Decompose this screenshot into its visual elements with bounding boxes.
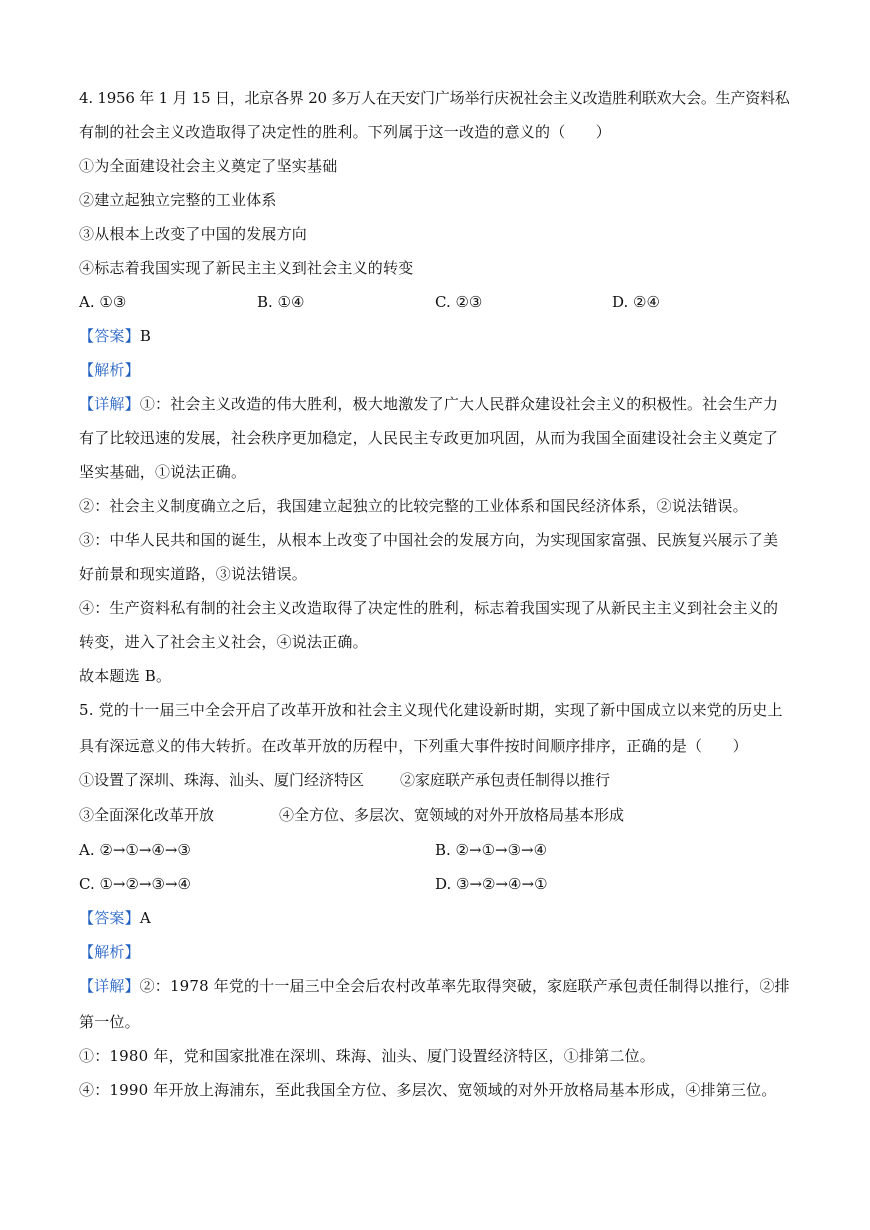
- q5-detail-line-3: ①：1980 年，党和国家批准在深圳、珠海、汕头、厦门设置经济特区，①排第二位。: [79, 1047, 655, 1065]
- q4-item-2: ②建立起独立完整的工业体系: [79, 191, 277, 209]
- q5-option-c: C. ①→②→③→④: [79, 875, 191, 893]
- q4-analysis-tag: 【解析】: [79, 361, 140, 379]
- q4-detail-line-3: 坚实基础，①说法正确。: [79, 463, 247, 481]
- q5-detail-line-4: ④：1990 年开放上海浦东，至此我国全方位、多层次、宽领域的对外开放格局基本形成，④排第三位。: [79, 1081, 777, 1099]
- q4-detail-line-2: 有了比较迅速的发展，社会秩序更加稳定，人民民主专政更加巩固，从而为我国全面建设社会主义奠定了: [79, 429, 779, 447]
- q5-item-1: ①设置了深圳、珠海、汕头、厦门经济特区: [79, 771, 365, 789]
- q4-answer-tag: 【答案】: [79, 327, 140, 345]
- q4-detail-line-4: ②：社会主义制度确立之后，我国建立起独立的比较完整的工业体系和国民经济体系，②说法错误。: [79, 497, 748, 515]
- q4-detail-line-5: ③：中华人民共和国的诞生，从根本上改变了中国社会的发展方向，为实现国家富强、民族复兴展示了美: [79, 531, 779, 549]
- q4-option-c: C. ②③: [435, 293, 483, 311]
- q4-detail-text-1: ①：社会主义改造的伟大胜利，极大地激发了广大人民群众建设社会主义的积极性。社会生产力: [139, 395, 779, 413]
- q4-item-1: ①为全面建设社会主义奠定了坚实基础: [79, 157, 338, 175]
- q5-option-a: A. ②→①→④→③: [79, 841, 191, 859]
- q4-stem-line-1: 4. 1956 年 1 月 15 日，北京各界 20 多万人在天安门广场举行庆祝社会主义改造胜利联欢大会。生产资料私: [79, 89, 790, 107]
- q4-detail-line-6: 好前景和现实道路，③说法错误。: [79, 565, 308, 583]
- q4-detail-tag: 【详解】: [79, 395, 140, 413]
- q5-answer-tag: 【答案】: [79, 909, 140, 927]
- q5-stem-line-1: 5. 党的十一届三中全会开启了改革开放和社会主义现代化建设新时期，实现了新中国成立以来党的历史上: [79, 701, 783, 719]
- q5-item-3: ③全面深化改革开放: [79, 806, 215, 824]
- q5-detail-tag: 【详解】: [79, 977, 140, 995]
- q5-detail-line-1: [79, 976, 790, 996]
- q4-option-a: A. ①③: [79, 293, 127, 311]
- q4-option-d: D. ②④: [612, 293, 660, 311]
- q5-answer: [79, 908, 151, 928]
- q5-answer-value: A: [139, 909, 151, 927]
- q4-item-4: ④标志着我国实现了新民主主义到社会主义的转变: [79, 259, 414, 277]
- q4-stem-line-2: 有制的社会主义改造取得了决定性的胜利。下列属于这一改造的意义的（ ）: [79, 123, 612, 141]
- q4-item-3: ③从根本上改变了中国的发展方向: [79, 225, 308, 243]
- q4-detail-line-1: [79, 394, 778, 414]
- q5-analysis-tag: 【解析】: [79, 943, 140, 961]
- q4-detail-line-8: 转变，进入了社会主义社会，④说法正确。: [79, 633, 368, 651]
- q5-detail-text-1: ②：1978 年党的十一届三中全会后农村改革率先取得突破，家庭联产承包责任制得以推行，②排: [139, 977, 790, 995]
- q4-detail-line-7: ④：生产资料私有制的社会主义改造取得了决定性的胜利，标志着我国实现了从新民主主义到社会主义的: [79, 599, 779, 617]
- q5-detail-line-2: 第一位。: [79, 1013, 140, 1031]
- q5-item-4: ④全方位、多层次、宽领域的对外开放格局基本形成: [279, 806, 625, 824]
- q4-answer-value: B: [139, 327, 152, 345]
- q4-option-b: B. ①④: [257, 293, 305, 311]
- q5-item-2: ②家庭联产承包责任制得以推行: [400, 771, 611, 789]
- q5-option-d: D. ③→②→④→①: [435, 875, 548, 893]
- q4-answer: [79, 326, 151, 346]
- q5-option-b: B. ②→①→③→④: [435, 841, 548, 859]
- q5-stem-line-2: 具有深远意义的伟大转折。在改革开放的历程中，下列重大事件按时间顺序排序，正确的是（ ）: [79, 737, 748, 755]
- q4-conclusion: 故本题选 B。: [79, 667, 172, 685]
